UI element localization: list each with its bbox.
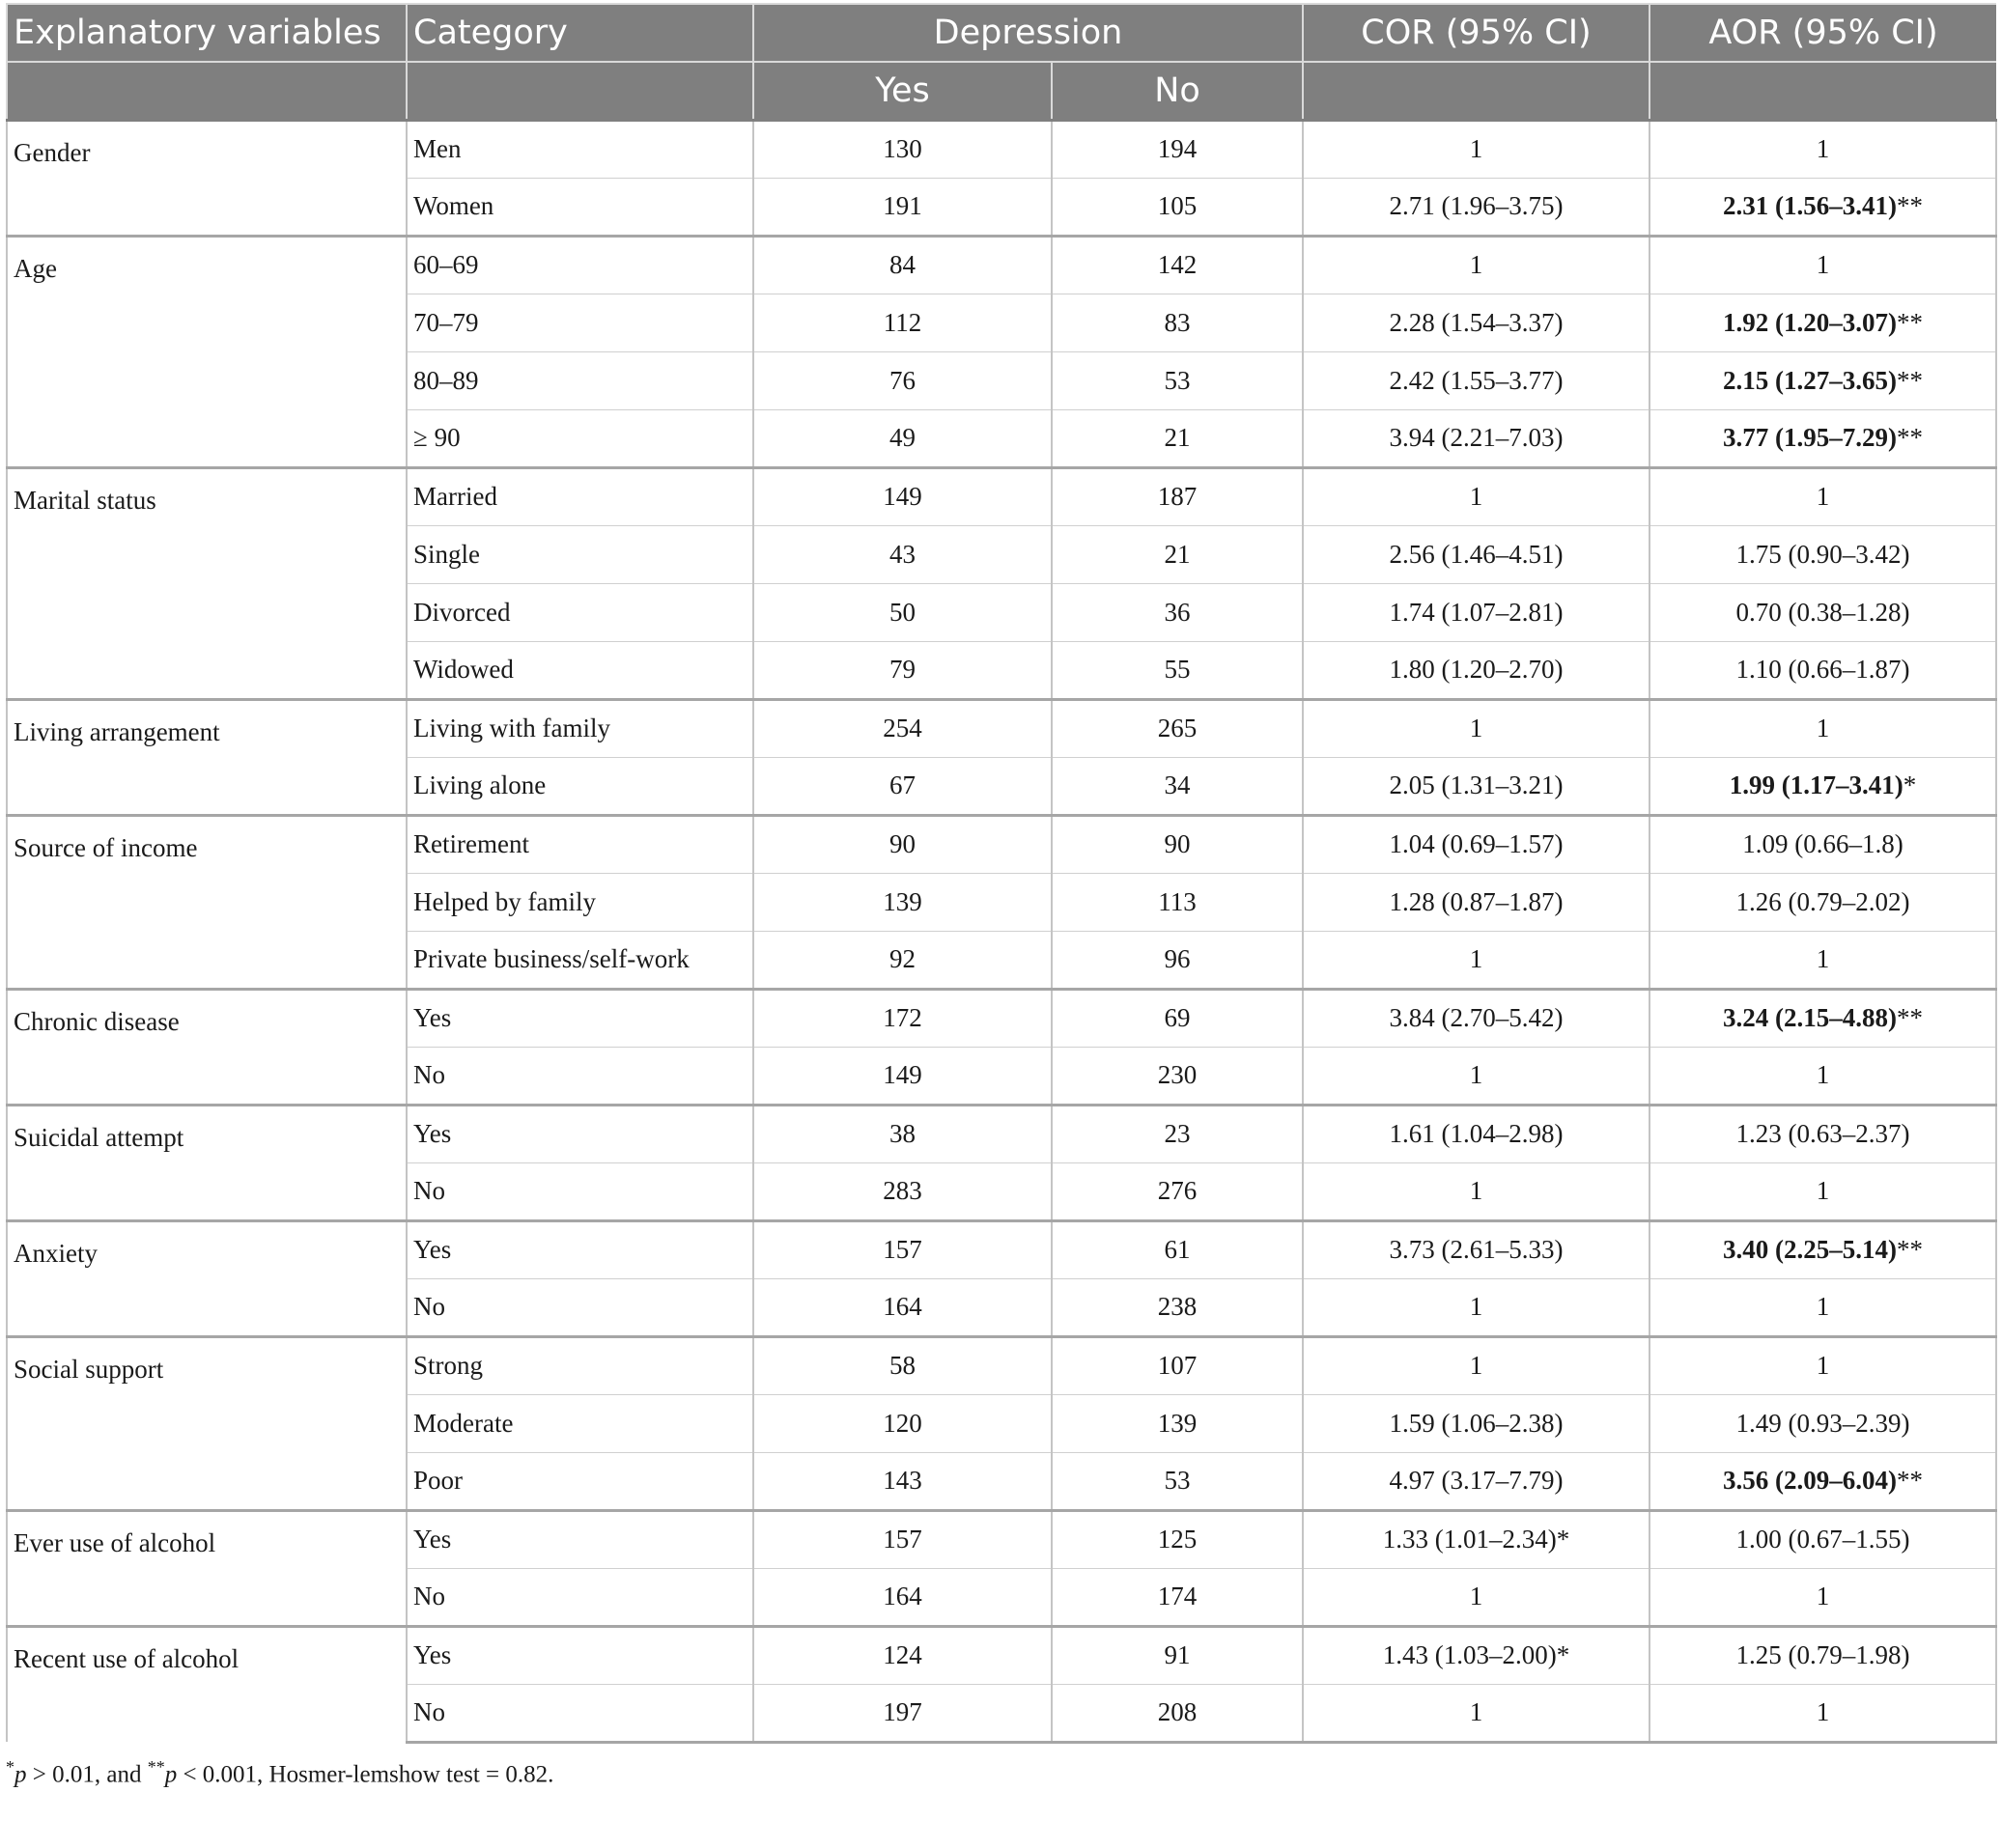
depression-yes-cell: 50 xyxy=(753,583,1052,641)
aor-value: 1 xyxy=(1816,944,1830,973)
category-cell: Single xyxy=(407,525,753,583)
aor-significance: ** xyxy=(1896,307,1923,337)
aor-cell xyxy=(1650,120,1996,178)
depression-no-cell: 53 xyxy=(1052,1452,1303,1510)
depression-yes-cell: 164 xyxy=(753,1568,1052,1626)
aor-significance: ** xyxy=(1896,1003,1923,1032)
aor-cell xyxy=(1650,1162,1996,1220)
category-cell: Married xyxy=(407,467,753,525)
footnote-sup-1: * xyxy=(6,1756,14,1777)
cor-cell: 1.33 (1.01–2.34)* xyxy=(1303,1510,1650,1568)
aor-value: 1 xyxy=(1816,1351,1830,1380)
aor-cell xyxy=(1650,1452,1996,1510)
depression-yes-cell: 157 xyxy=(753,1510,1052,1568)
table-container xyxy=(6,3,1995,1788)
aor-value: 1.26 (0.79–2.02) xyxy=(1735,886,1910,916)
aor-value: 1 xyxy=(1816,250,1830,279)
depression-yes-cell: 84 xyxy=(753,236,1052,294)
depression-yes-cell: 92 xyxy=(753,931,1052,989)
variable-cell: Chronic disease xyxy=(7,989,407,1105)
aor-cell xyxy=(1650,583,1996,641)
aor-cell xyxy=(1650,1684,1996,1742)
variable-cell: Living arrangement xyxy=(7,699,407,815)
header-category: Category xyxy=(407,4,753,62)
depression-no-cell: 36 xyxy=(1052,583,1303,641)
category-cell: Men xyxy=(407,120,753,178)
table-row xyxy=(7,699,1996,757)
category-cell: 60–69 xyxy=(407,236,753,294)
depression-no-cell: 61 xyxy=(1052,1220,1303,1278)
cor-cell: 2.71 (1.96–3.75) xyxy=(1303,178,1650,236)
aor-cell xyxy=(1650,1105,1996,1162)
depression-yes-cell: 43 xyxy=(753,525,1052,583)
category-cell: Retirement xyxy=(407,815,753,873)
depression-no-cell: 91 xyxy=(1052,1626,1303,1684)
depression-no-cell: 276 xyxy=(1052,1162,1303,1220)
aor-cell xyxy=(1650,757,1996,815)
aor-value: 1 xyxy=(1816,1060,1830,1089)
aor-value: 3.40 (2.25–5.14) xyxy=(1723,1235,1897,1264)
variable-cell: Source of income xyxy=(7,815,407,989)
cor-cell: 1 xyxy=(1303,1278,1650,1336)
footnote-p-1: p xyxy=(14,1760,27,1787)
depression-no-cell: 34 xyxy=(1052,757,1303,815)
category-cell: Divorced xyxy=(407,583,753,641)
aor-cell xyxy=(1650,931,1996,989)
aor-cell xyxy=(1650,1336,1996,1394)
depression-no-cell: 83 xyxy=(1052,294,1303,351)
depression-yes-cell: 67 xyxy=(753,757,1052,815)
header-depression: Depression xyxy=(753,4,1303,62)
aor-significance: ** xyxy=(1896,365,1923,395)
depression-yes-cell: 58 xyxy=(753,1336,1052,1394)
table-body xyxy=(7,120,1996,1742)
category-cell: Poor xyxy=(407,1452,753,1510)
cor-cell: 2.42 (1.55–3.77) xyxy=(1303,351,1650,409)
cor-cell: 1.61 (1.04–2.98) xyxy=(1303,1105,1650,1162)
cor-cell: 1.74 (1.07–2.81) xyxy=(1303,583,1650,641)
aor-value: 1.99 (1.17–3.41) xyxy=(1729,770,1903,799)
depression-yes-cell: 90 xyxy=(753,815,1052,873)
aor-value: 1 xyxy=(1816,482,1830,511)
cor-cell: 1.43 (1.03–2.00)* xyxy=(1303,1626,1650,1684)
depression-yes-cell: 197 xyxy=(753,1684,1052,1742)
aor-value: 1.25 (0.79–1.98) xyxy=(1735,1640,1910,1669)
variable-cell: Recent use of alcohol xyxy=(7,1626,407,1742)
category-cell: Yes xyxy=(407,989,753,1047)
category-cell: Living alone xyxy=(407,757,753,815)
variable-cell: Age xyxy=(7,236,407,467)
aor-value: 1 xyxy=(1816,714,1830,742)
variable-cell: Social support xyxy=(7,1336,407,1510)
header-blank xyxy=(7,62,407,120)
table-row xyxy=(7,1336,1996,1394)
category-cell: Yes xyxy=(407,1105,753,1162)
table-row xyxy=(7,236,1996,294)
depression-yes-cell: 120 xyxy=(753,1394,1052,1452)
aor-cell xyxy=(1650,1626,1996,1684)
table-row xyxy=(7,989,1996,1047)
table-row xyxy=(7,467,1996,525)
header-row-1 xyxy=(7,4,1996,62)
footnote-sup-2: ** xyxy=(147,1756,165,1777)
cor-cell: 1 xyxy=(1303,1684,1650,1742)
depression-no-cell: 208 xyxy=(1052,1684,1303,1742)
category-cell: Strong xyxy=(407,1336,753,1394)
cor-cell: 4.97 (3.17–7.79) xyxy=(1303,1452,1650,1510)
cor-cell: 1 xyxy=(1303,699,1650,757)
header-blank xyxy=(1303,62,1650,120)
aor-value: 1 xyxy=(1816,1697,1830,1726)
variable-cell: Gender xyxy=(7,120,407,236)
aor-cell xyxy=(1650,351,1996,409)
cor-cell: 1.28 (0.87–1.87) xyxy=(1303,873,1650,931)
depression-yes-cell: 76 xyxy=(753,351,1052,409)
depression-yes-cell: 130 xyxy=(753,120,1052,178)
aor-value: 3.24 (2.15–4.88) xyxy=(1723,1003,1897,1032)
depression-no-cell: 107 xyxy=(1052,1336,1303,1394)
aor-value: 1.10 (0.66–1.87) xyxy=(1735,655,1910,684)
cor-cell: 1 xyxy=(1303,1047,1650,1105)
cor-cell: 3.94 (2.21–7.03) xyxy=(1303,409,1650,467)
table-row xyxy=(7,1105,1996,1162)
depression-no-cell: 21 xyxy=(1052,525,1303,583)
aor-cell xyxy=(1650,1394,1996,1452)
header-blank xyxy=(407,62,753,120)
cor-cell: 2.05 (1.31–3.21) xyxy=(1303,757,1650,815)
aor-significance: ** xyxy=(1896,423,1923,452)
aor-value: 0.70 (0.38–1.28) xyxy=(1735,597,1910,627)
header-row-2 xyxy=(7,62,1996,120)
aor-value: 1.09 (0.66–1.8) xyxy=(1742,829,1903,858)
category-cell: ≥ 90 xyxy=(407,409,753,467)
category-cell: Widowed xyxy=(407,641,753,699)
depression-yes-cell: 157 xyxy=(753,1220,1052,1278)
aor-value: 3.77 (1.95–7.29) xyxy=(1723,423,1897,452)
aor-value: 1 xyxy=(1816,1582,1830,1610)
category-cell: 80–89 xyxy=(407,351,753,409)
depression-yes-cell: 38 xyxy=(753,1105,1052,1162)
depression-no-cell: 125 xyxy=(1052,1510,1303,1568)
cor-cell: 1 xyxy=(1303,1162,1650,1220)
aor-cell xyxy=(1650,409,1996,467)
variable-cell: Anxiety xyxy=(7,1220,407,1336)
depression-no-cell: 113 xyxy=(1052,873,1303,931)
depression-yes-cell: 139 xyxy=(753,873,1052,931)
depression-no-cell: 174 xyxy=(1052,1568,1303,1626)
header-cor: COR (95% CI) xyxy=(1303,4,1650,62)
table-row xyxy=(7,1510,1996,1568)
aor-cell xyxy=(1650,815,1996,873)
category-cell: 70–79 xyxy=(407,294,753,351)
depression-no-cell: 238 xyxy=(1052,1278,1303,1336)
aor-value: 1.92 (1.20–3.07) xyxy=(1723,307,1897,337)
variable-cell: Suicidal attempt xyxy=(7,1105,407,1220)
cor-cell: 1 xyxy=(1303,467,1650,525)
depression-yes-cell: 49 xyxy=(753,409,1052,467)
aor-significance: ** xyxy=(1896,1235,1923,1264)
depression-no-cell: 90 xyxy=(1052,815,1303,873)
aor-value: 2.15 (1.27–3.65) xyxy=(1723,365,1897,395)
depression-no-cell: 53 xyxy=(1052,351,1303,409)
depression-no-cell: 96 xyxy=(1052,931,1303,989)
aor-value: 1 xyxy=(1816,134,1830,163)
depression-yes-cell: 149 xyxy=(753,1047,1052,1105)
category-cell: Living with family xyxy=(407,699,753,757)
cor-cell: 1 xyxy=(1303,1568,1650,1626)
header-blank xyxy=(1650,62,1996,120)
variable-cell: Marital status xyxy=(7,467,407,699)
aor-cell xyxy=(1650,525,1996,583)
aor-cell xyxy=(1650,1568,1996,1626)
variable-cell: Ever use of alcohol xyxy=(7,1510,407,1626)
aor-value: 3.56 (2.09–6.04) xyxy=(1723,1466,1897,1495)
cor-cell: 1.80 (1.20–2.70) xyxy=(1303,641,1650,699)
category-cell: No xyxy=(407,1047,753,1105)
aor-significance: ** xyxy=(1896,191,1923,220)
depression-no-cell: 55 xyxy=(1052,641,1303,699)
aor-value: 2.31 (1.56–3.41) xyxy=(1723,191,1897,220)
depression-no-cell: 142 xyxy=(1052,236,1303,294)
footnote-p-2: p xyxy=(164,1760,178,1787)
depression-yes-cell: 191 xyxy=(753,178,1052,236)
cor-cell: 3.84 (2.70–5.42) xyxy=(1303,989,1650,1047)
aor-significance: ** xyxy=(1896,1466,1923,1495)
aor-cell xyxy=(1650,873,1996,931)
category-cell: No xyxy=(407,1162,753,1220)
footnote xyxy=(6,1757,1995,1788)
depression-no-cell: 265 xyxy=(1052,699,1303,757)
cor-cell: 1 xyxy=(1303,236,1650,294)
aor-cell xyxy=(1650,1220,1996,1278)
category-cell: Yes xyxy=(407,1220,753,1278)
regression-table xyxy=(6,3,1997,1744)
footnote-text-2: < 0.001, Hosmer-lemshow test = 0.82. xyxy=(177,1760,554,1787)
depression-yes-cell: 172 xyxy=(753,989,1052,1047)
depression-no-cell: 187 xyxy=(1052,467,1303,525)
header-explanatory-variables: Explanatory variables xyxy=(7,4,407,62)
cor-cell: 1 xyxy=(1303,1336,1650,1394)
depression-yes-cell: 79 xyxy=(753,641,1052,699)
depression-no-cell: 194 xyxy=(1052,120,1303,178)
aor-value: 1.23 (0.63–2.37) xyxy=(1735,1119,1910,1148)
depression-no-cell: 21 xyxy=(1052,409,1303,467)
aor-value: 1 xyxy=(1816,1292,1830,1321)
cor-cell: 3.73 (2.61–5.33) xyxy=(1303,1220,1650,1278)
depression-no-cell: 139 xyxy=(1052,1394,1303,1452)
aor-value: 1.75 (0.90–3.42) xyxy=(1735,539,1910,569)
depression-no-cell: 69 xyxy=(1052,989,1303,1047)
table-row xyxy=(7,120,1996,178)
category-cell: Private business/self-work xyxy=(407,931,753,989)
table-row xyxy=(7,1220,1996,1278)
cor-cell: 2.56 (1.46–4.51) xyxy=(1303,525,1650,583)
aor-cell xyxy=(1650,989,1996,1047)
header-depression-yes: Yes xyxy=(753,62,1052,120)
aor-cell xyxy=(1650,1510,1996,1568)
aor-value: 1 xyxy=(1816,1176,1830,1205)
depression-yes-cell: 112 xyxy=(753,294,1052,351)
aor-cell xyxy=(1650,1047,1996,1105)
table-row xyxy=(7,1626,1996,1684)
header-depression-no: No xyxy=(1052,62,1303,120)
category-cell: No xyxy=(407,1278,753,1336)
category-cell: No xyxy=(407,1568,753,1626)
aor-cell xyxy=(1650,1278,1996,1336)
footnote-text-1: > 0.01, and xyxy=(26,1760,148,1787)
depression-yes-cell: 124 xyxy=(753,1626,1052,1684)
depression-yes-cell: 143 xyxy=(753,1452,1052,1510)
aor-cell xyxy=(1650,178,1996,236)
category-cell: Yes xyxy=(407,1510,753,1568)
aor-cell xyxy=(1650,236,1996,294)
table-row xyxy=(7,815,1996,873)
category-cell: No xyxy=(407,1684,753,1742)
category-cell: Women xyxy=(407,178,753,236)
aor-significance: * xyxy=(1903,770,1917,799)
cor-cell: 1.59 (1.06–2.38) xyxy=(1303,1394,1650,1452)
aor-cell xyxy=(1650,467,1996,525)
category-cell: Moderate xyxy=(407,1394,753,1452)
aor-value: 1.00 (0.67–1.55) xyxy=(1735,1525,1910,1554)
depression-no-cell: 23 xyxy=(1052,1105,1303,1162)
aor-cell xyxy=(1650,294,1996,351)
depression-yes-cell: 149 xyxy=(753,467,1052,525)
aor-value: 1.49 (0.93–2.39) xyxy=(1735,1408,1910,1438)
category-cell: Helped by family xyxy=(407,873,753,931)
depression-no-cell: 230 xyxy=(1052,1047,1303,1105)
cor-cell: 1 xyxy=(1303,120,1650,178)
depression-yes-cell: 164 xyxy=(753,1278,1052,1336)
depression-yes-cell: 283 xyxy=(753,1162,1052,1220)
cor-cell: 1 xyxy=(1303,931,1650,989)
depression-yes-cell: 254 xyxy=(753,699,1052,757)
header-aor: AOR (95% CI) xyxy=(1650,4,1996,62)
cor-cell: 1.04 (0.69–1.57) xyxy=(1303,815,1650,873)
aor-cell xyxy=(1650,641,1996,699)
aor-cell xyxy=(1650,699,1996,757)
depression-no-cell: 105 xyxy=(1052,178,1303,236)
category-cell: Yes xyxy=(407,1626,753,1684)
cor-cell: 2.28 (1.54–3.37) xyxy=(1303,294,1650,351)
